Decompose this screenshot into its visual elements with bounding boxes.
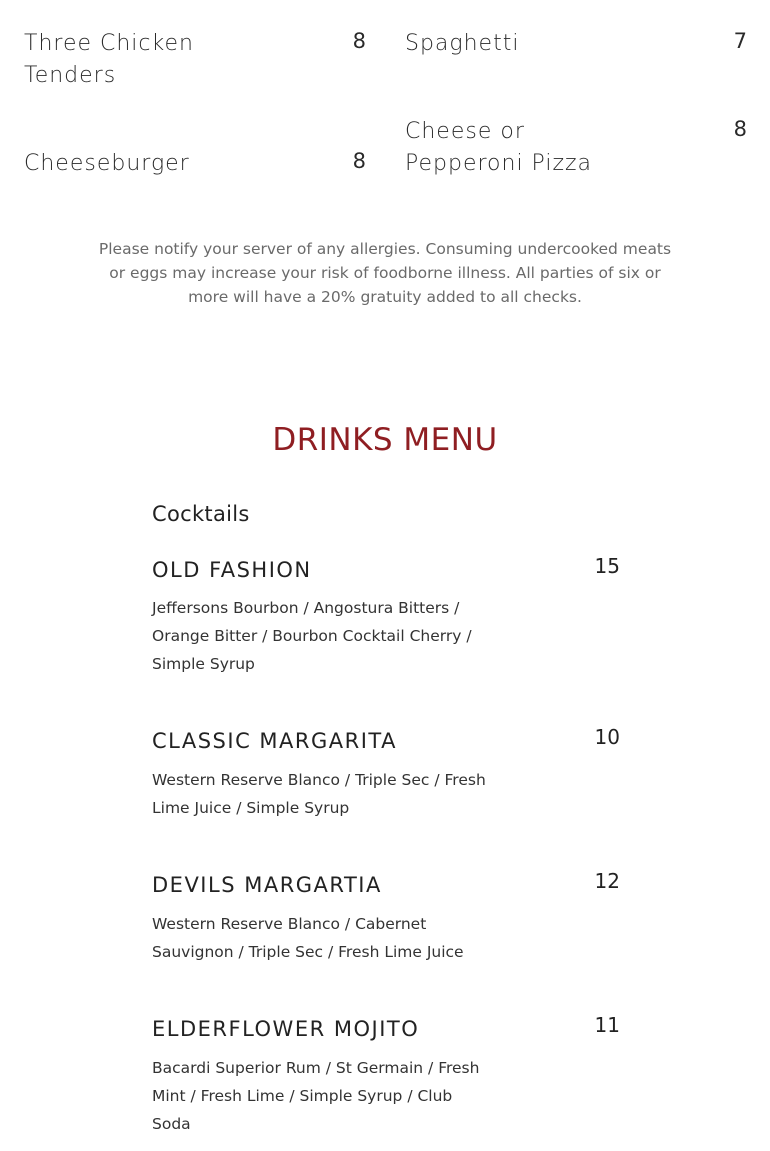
drink-description: Western Reserve Blanco / Triple Sec / Fresh Lime Juice / Simple Syrup — [152, 771, 486, 817]
menu-item-price: 7 — [733, 29, 747, 53]
menu-item-name: Spaghetti — [405, 31, 520, 56]
drink-description: Jeffersons Bourbon / Angostura Bitters / Orange Bitter / Bourbon Cocktail Cherry / Simple Syrup — [152, 599, 472, 673]
drink-name: DEVILS MARGARTIA — [152, 873, 382, 897]
menu-item-price: 8 — [352, 149, 366, 173]
drink-name: CLASSIC MARGARITA — [152, 729, 397, 753]
menu-item-price: 8 — [352, 29, 366, 53]
drink-description: Bacardi Superior Rum / St Germain / Fresh Mint / Fresh Lime / Simple Syrup / Club Soda — [152, 1059, 480, 1133]
drinks-menu-title: DRINKS MENU — [272, 422, 498, 458]
drink-name: OLD FASHION — [152, 558, 312, 582]
drink-price: 15 — [594, 554, 620, 578]
drink-price: 12 — [594, 869, 620, 893]
allergy-notice: Please notify your server of any allergies. Consuming undercooked meats or eggs may increase your risk of foodborne illness. All parties of six or more will have a 20% gratuity added to all checks. — [98, 240, 672, 306]
drink-description: Western Reserve Blanco / Cabernet Sauvignon / Triple Sec / Fresh Lime Juice — [152, 915, 464, 961]
menu-item-name: Cheeseburger — [24, 151, 190, 176]
drink-name: ELDERFLOWER MOJITO — [152, 1017, 420, 1041]
menu-item-name: Cheese or Pepperoni Pizza — [405, 119, 593, 176]
menu-item-name: Three Chicken Tenders — [24, 31, 194, 88]
menu-item-price: 8 — [733, 117, 747, 141]
drink-price: 11 — [594, 1013, 620, 1037]
drink-price: 10 — [594, 725, 620, 749]
section-title-cocktails: Cocktails — [152, 502, 250, 526]
